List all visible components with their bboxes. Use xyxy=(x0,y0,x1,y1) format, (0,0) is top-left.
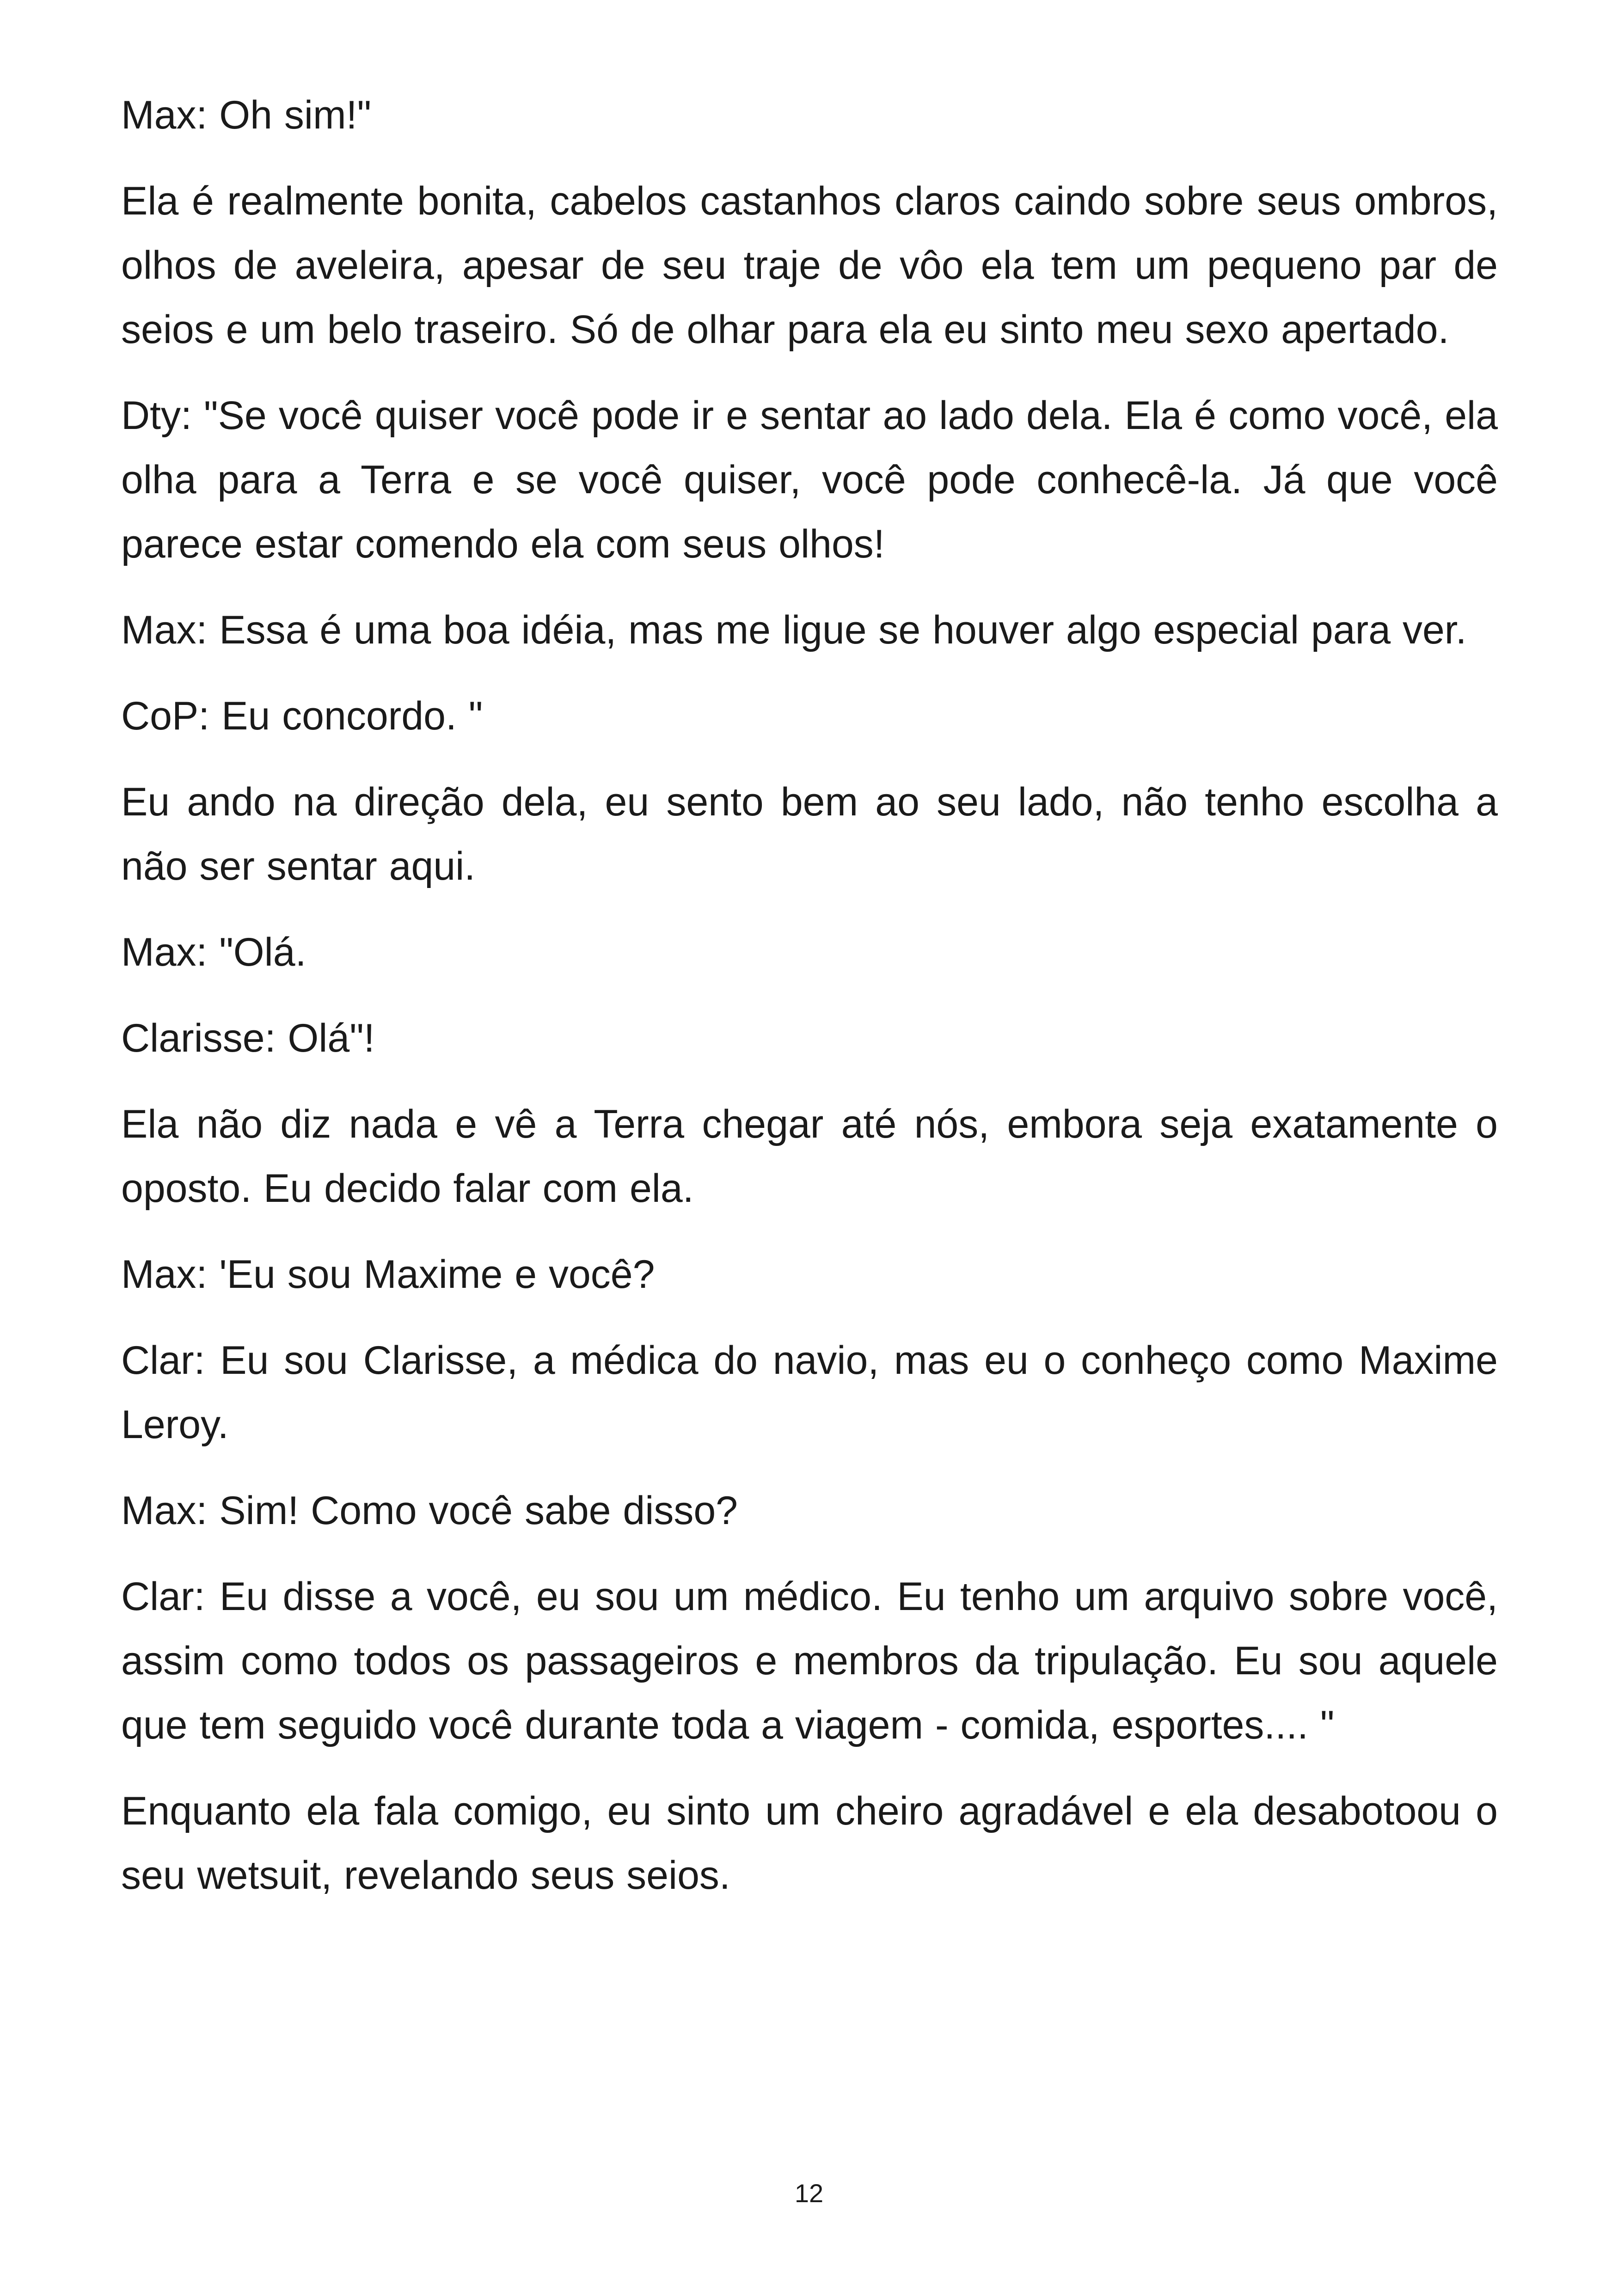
paragraph-cop-concordo: CoP: Eu concordo. " xyxy=(121,694,483,738)
paragraph-clar-eu-sou-clarisse: Clar: Eu sou Clarisse, a médica do navio, mas eu o conheço como Maxime Leroy. xyxy=(121,1338,1498,1447)
paragraph-dty-dialogue: Dty: "Se você quiser você pode ir e sentar ao lado dela. Ela é como você, ela olha para a Terra e se você quiser, você pode conhecê-la. Já que você parece estar comendo ela com seus olhos! xyxy=(121,393,1498,566)
paragraph-description-clarisse: Ela é realmente bonita, cabelos castanhos claros caindo sobre seus ombros, olhos de aveleira, apesar de seu traje de vôo ela tem um pequeno par de seios e um belo traseiro. Só de olhar para ela eu sinto meu sexo apertado. xyxy=(121,179,1498,352)
paragraph-max-ola: Max: "Olá. xyxy=(121,930,306,974)
page-body-text xyxy=(121,83,1498,1929)
paragraph-max-oh-sim: Max: Oh sim!" xyxy=(121,93,372,137)
paragraph-eu-ando: Eu ando na direção dela, eu sento bem ao seu lado, não tenho escolha a não ser sentar aqui. xyxy=(121,780,1498,888)
paragraph-max-boa-ideia: Max: Essa é uma boa idéia, mas me ligue se houver algo especial para ver. xyxy=(121,608,1467,652)
page-number: 12 xyxy=(794,2179,824,2208)
paragraph-ela-nao-diz: Ela não diz nada e vê a Terra chegar até nós, embora seja exatamente o oposto. Eu decido falar com ela. xyxy=(121,1102,1498,1211)
paragraph-max-eu-sou-maxime: Max: 'Eu sou Maxime e você? xyxy=(121,1252,655,1297)
paragraph-clar-arquivo: Clar: Eu disse a você, eu sou um médico. Eu tenho um arquivo sobre você, assim como todos os passageiros e membros da tripulação. Eu sou aquele que tem seguido você durante toda a viagem - comida, esportes.... " xyxy=(121,1574,1498,1747)
paragraph-max-como-sabe: Max: Sim! Como você sabe disso? xyxy=(121,1488,738,1533)
paragraph-clarisse-ola: Clarisse: Olá"! xyxy=(121,1016,375,1060)
paragraph-enquanto-ela-fala: Enquanto ela fala comigo, eu sinto um cheiro agradável e ela desabotoou o seu wetsuit, revelando seus seios. xyxy=(121,1789,1498,1898)
